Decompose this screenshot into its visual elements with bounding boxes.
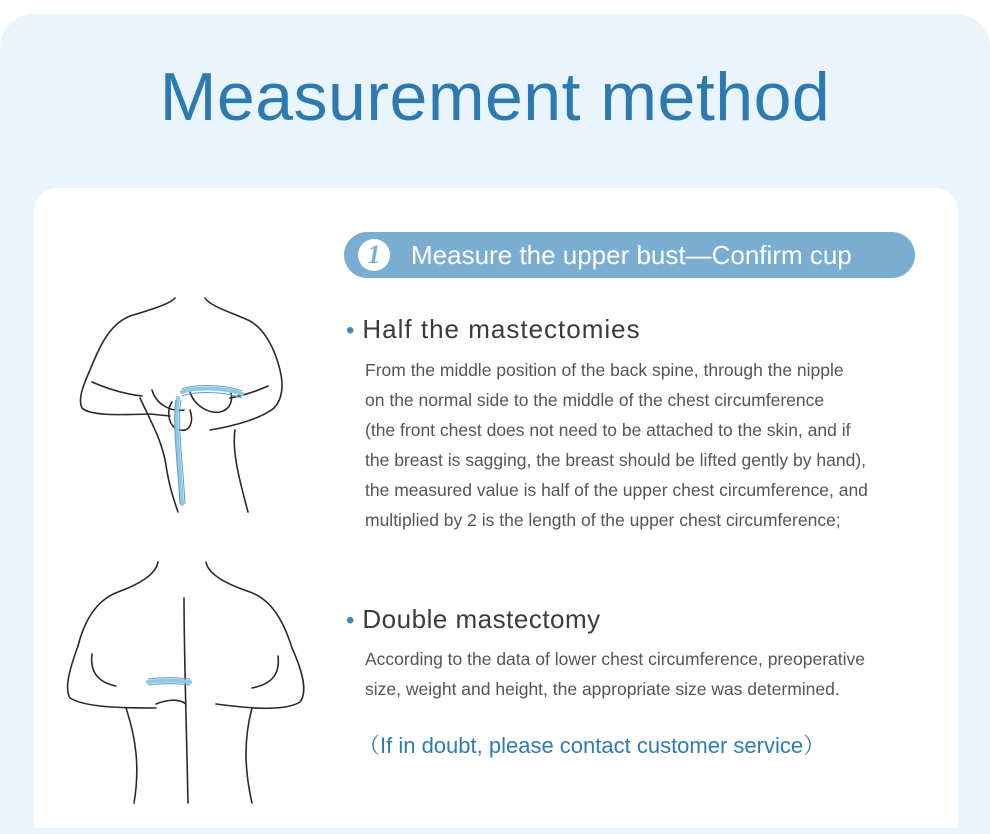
paragraph-line: on the normal side to the middle of the chest circumference — [365, 390, 825, 410]
section-paragraph-double — [365, 644, 965, 704]
section-heading-text: Double mastectomy — [362, 604, 601, 634]
page-title: Measurement method — [159, 59, 831, 135]
paragraph-line: According to the data of lower chest circumference, preoperative — [365, 649, 865, 669]
bullet-dot-icon: • — [346, 317, 355, 344]
step-number: 1 — [358, 239, 390, 271]
paragraph-line: (the front chest does not need to be attached to the skin, and if — [365, 420, 851, 440]
contact-note: （If in doubt, please contact customer service） — [358, 733, 826, 758]
section-heading-half — [346, 314, 641, 345]
back-measurement-illustration — [56, 558, 316, 808]
section-heading-double — [346, 604, 601, 635]
section-heading-text: Half the mastectomies — [362, 314, 641, 344]
front-measurement-illustration — [70, 290, 300, 515]
step-pill — [344, 232, 915, 278]
paragraph-line: the breast is sagging, the breast should be lifted gently by hand), — [365, 450, 867, 470]
paragraph-line: From the middle position of the back spine, through the nipple — [365, 360, 844, 380]
paragraph-line: the measured value is half of the upper chest circumference, and — [365, 480, 868, 500]
section-paragraph-half — [365, 355, 965, 535]
paragraph-line: multiplied by 2 is the length of the upper chest circumference; — [365, 510, 841, 530]
step-label: Measure the upper bust—Confirm cup — [411, 240, 852, 270]
paragraph-line: size, weight and height, the appropriate size was determined. — [365, 679, 840, 699]
bullet-dot-icon: • — [346, 607, 355, 634]
